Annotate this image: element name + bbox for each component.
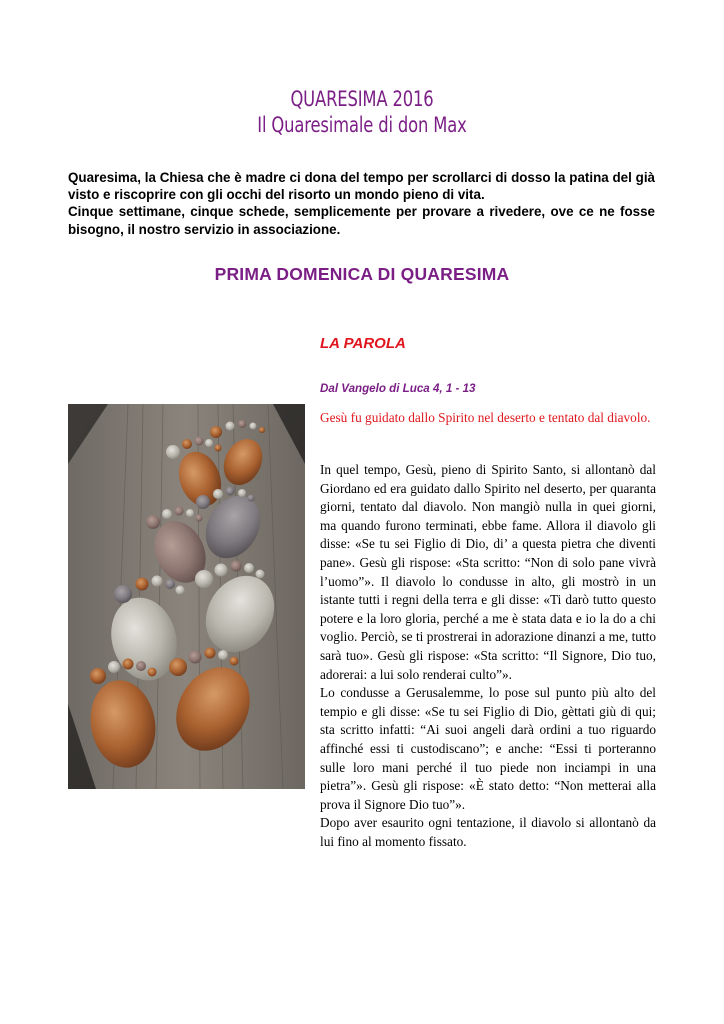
stones-image-icon: [68, 404, 305, 789]
gospel-text: [320, 461, 656, 851]
title-line-2: Il Quaresimale di don Max: [257, 113, 467, 137]
gospel-paragraph-2: Lo condusse a Gerusalemme, lo pose sul punto più alto del tempio e gli disse: «Se tu sei Figlio di Dio, gèttati giù di qui; sta scritto infatti: “Ai suoi angeli darà ordini a tuo riguardo affinché essi ti custodiscano”; e anche: “Essi ti porteranno sulle loro mani perché il tuo piede non inciampi in una pietra”». Gesù gli rispose: «È stato detto: “Non metterai alla prova il Signore Dio tuo”».: [320, 685, 656, 812]
document-title: [80, 86, 645, 138]
intro-text: [68, 169, 655, 238]
intro-paragraph-2: Cinque settimane, cinque schede, semplicemente per provare a rivedere, ove ce ne fosse bisogno, il nostro servizio in associazione.: [68, 204, 655, 237]
gospel-paragraph-1: In quel tempo, Gesù, pieno di Spirito Santo, si allontanò dal Giordano ed era guidato dallo Spirito nel deserto, per quaranta giorni, tentato dal diavolo. Non mangiò nulla in quei giorni, ma quando furono terminati, ebbe fame. Allora il diavolo gli disse: «Se tu sei Figlio di Dio, di’ a questa pietra che diventi pane». Gesù gli rispose: «Sta scritto: “Non di solo pane vivrà l’uomo”». Il diavolo lo condusse in alto, gli mostrò in un istante tutti i regni della terra e gli disse: «Ti darò tutto questo potere e la loro gloria, perché a me è stata data e io la do a chi voglio. Perciò, se ti prostrerai in adorazione dinanzi a me, tutto sarà tuo». Gesù gli rispose: «Sta scritto: “Il Signore, Dio tuo, adorerai: a lui solo renderai culto”».: [320, 462, 656, 682]
title-line-1: QUARESIMA 2016: [290, 87, 434, 111]
section-heading: PRIMA DOMENICA DI QUARESIMA: [214, 264, 510, 284]
intro-paragraph-1: Quaresima, la Chiesa che è madre ci dona del tempo per scrollarci di dosso la patina del già visto e riscoprire con gli occhi del risorto un mondo pieno di vita.: [68, 170, 655, 203]
gospel-paragraph-3: Dopo aver esaurito ogni tentazione, il diavolo si allontanò da lui fino al momento fissato.: [320, 815, 656, 849]
la-parola-heading: LA PAROLA: [320, 335, 406, 352]
gospel-source: Dal Vangelo di Luca 4, 1 - 13: [320, 382, 476, 395]
footprint-stones-photo: [68, 404, 305, 789]
gospel-lead: Gesù fu guidato dallo Spirito nel deserto e tentato dal diavolo.: [320, 410, 651, 425]
